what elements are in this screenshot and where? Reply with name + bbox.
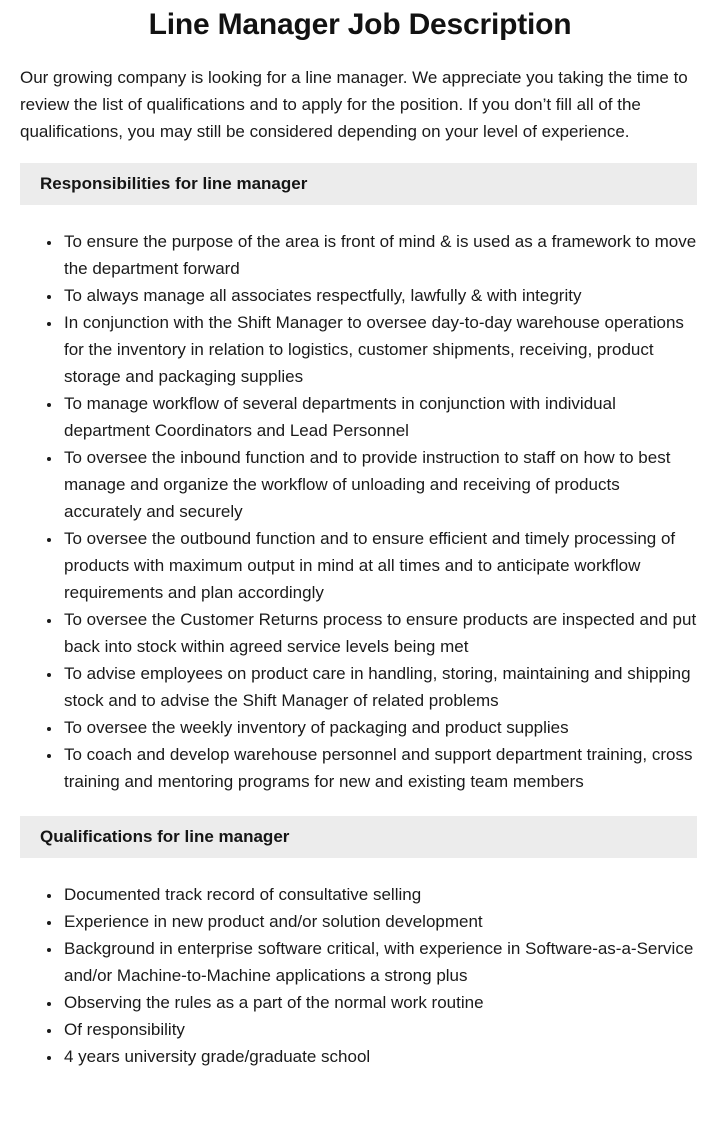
responsibility-list-item: • To advise employees on product care in handling, storing, maintaining and shipping stock and to advise the Shift Manager of related problems bbox=[62, 660, 700, 714]
responsibility-list-item: • To ensure the purpose of the area is front of mind & is used as a framework to move the department forward bbox=[62, 228, 700, 282]
responsibility-list-item: • To oversee the Customer Returns process to ensure products are inspected and put back into stock within agreed service levels being met bbox=[62, 606, 700, 660]
qualifications-heading: Qualifications for line manager bbox=[40, 827, 290, 846]
responsibility-list-item: • To oversee the weekly inventory of packaging and product supplies bbox=[62, 714, 700, 741]
responsibilities-list bbox=[20, 228, 700, 795]
responsibility-list-item: • To always manage all associates respectfully, lawfully & with integrity bbox=[62, 282, 700, 309]
page-title: Line Manager Job Description bbox=[148, 8, 572, 41]
responsibility-list-item: • To oversee the outbound function and to ensure efficient and timely processing of products with maximum output in mind at all times and to anticipate workflow requirements and plan accordingly bbox=[62, 525, 700, 606]
responsibilities-section-header bbox=[20, 163, 697, 205]
qualification-list-item: • Documented track record of consultative selling bbox=[62, 881, 700, 908]
qualifications-section-header bbox=[20, 816, 697, 858]
qualification-list-item: • Of responsibility bbox=[62, 1016, 700, 1043]
qualifications-list bbox=[20, 881, 700, 1070]
qualification-list-item: • Background in enterprise software critical, with experience in Software-as-a-Service and/or Machine-to-Machine applications a strong plus bbox=[62, 935, 700, 989]
qualification-list-item: • Experience in new product and/or solution development bbox=[62, 908, 700, 935]
qualification-list-item: • Observing the rules as a part of the normal work routine bbox=[62, 989, 700, 1016]
responsibility-list-item: • In conjunction with the Shift Manager to oversee day-to-day warehouse operations for the inventory in relation to logistics, customer shipments, receiving, product storage and packaging supplies bbox=[62, 309, 700, 390]
qualification-list-item: • 4 years university grade/graduate school bbox=[62, 1043, 700, 1070]
intro-paragraph: Our growing company is looking for a line manager. We appreciate you taking the time to review the list of qualifications and to apply for the position. If you don’t fill all of the qualifications, you may still be considered depending on your level of experience. bbox=[20, 68, 688, 141]
responsibilities-heading: Responsibilities for line manager bbox=[40, 174, 308, 193]
responsibility-list-item: • To oversee the inbound function and to provide instruction to staff on how to best manage and organize the workflow of unloading and receiving of products accurately and securely bbox=[62, 444, 700, 525]
responsibility-list-item: • To manage workflow of several departments in conjunction with individual department Coordinators and Lead Personnel bbox=[62, 390, 700, 444]
responsibility-list-item: • To coach and develop warehouse personnel and support department training, cross training and mentoring programs for new and existing team members bbox=[62, 741, 700, 795]
